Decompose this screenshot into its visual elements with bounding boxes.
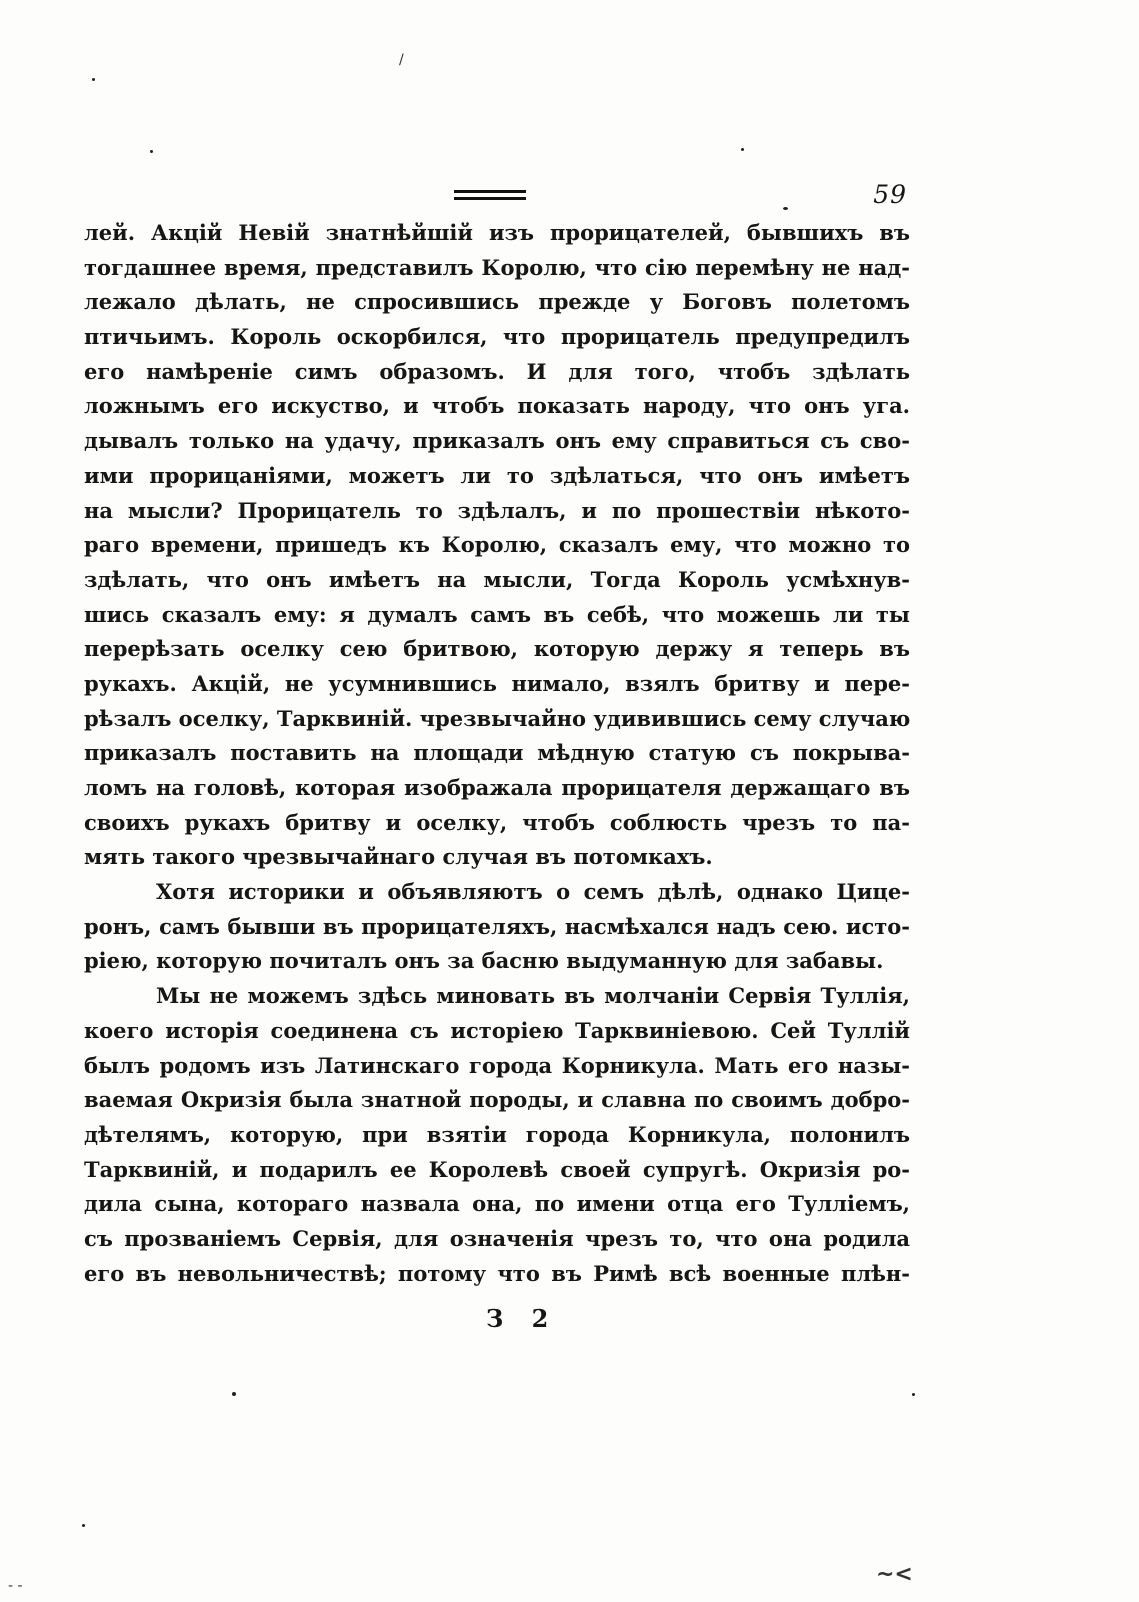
scan-mark: ~< [876, 1562, 913, 1587]
text-line: дила сына, котораго назвала она, по имени отца его Тулліемъ, [84, 1191, 910, 1217]
text-line: лежало дѣлать, не спросившись прежде у Боговъ полетомъ [84, 289, 910, 315]
scan-speck [912, 1393, 915, 1396]
text-line: дѣтелямъ, которую, при взятіи города Корникула, полонилъ [84, 1121, 910, 1147]
text-line: раго времени, пришедъ къ Королю, сказалъ ему, что можно то [84, 532, 910, 558]
text-line: Хотя историки и объявляютъ о семъ дѣлѣ, однако Цице- [156, 879, 910, 905]
text-line: коего исторія соединена съ исторіею Тарквиніевою. Сей Туллій [84, 1017, 910, 1043]
text-line: ломъ на головѣ, которая изображала прорицателя держащаго въ [84, 775, 910, 800]
text-line: мять такого чрезвычайнаго случая въ потомкахъ. [84, 844, 713, 870]
text-line: его намѣреніе симъ образомъ. И для того, чтобъ здѣлать [84, 358, 910, 384]
text-line: здѣлать, что онъ имѣетъ на мысли, Тогда Король усмѣхнув- [84, 566, 910, 592]
scan-mark: / [399, 52, 404, 68]
text-line: на мысли? Прорицатель то здѣлалъ, и по прошествіи нѣкото- [84, 497, 910, 523]
text-line: ронъ, самъ бывши въ прорицателяхъ, насмѣхался надъ сею. исто- [84, 913, 910, 939]
text-line: рукахъ. Акцій, не усумнившись нимало, взялъ бритву и пере- [84, 670, 910, 696]
text-line: приказалъ поставить на площади мѣдную статую съ покрыва- [84, 740, 910, 766]
text-line: Тарквиній, и подарилъ ее Королевѣ своей супругѣ. Окризія ро- [84, 1156, 910, 1182]
text-line: перерѣзать оселку сею бритвою, которую держу я теперь въ [84, 636, 910, 662]
text-line: птичьимъ. Король оскорбился, что прорицатель предупредилъ [84, 324, 910, 350]
text-line: ваемая Окризія была знатной породы, и славна по своимъ добро- [84, 1087, 910, 1113]
scan-speck [92, 78, 95, 81]
text-line: его въ невольничествѣ; потому что въ Римѣ всѣ военные плѣн- [84, 1260, 910, 1286]
text-line: лей. Акцій Невій знатнѣйшій изъ прорицателей, бывшихъ въ [84, 220, 910, 245]
scan-speck [741, 148, 744, 151]
text-line: ріею, которую почиталъ онъ за басню выдуманную для забавы. [84, 948, 884, 974]
text-line: съ прозваніемъ Сервія, для означенія чрезъ то, что она родила [84, 1225, 910, 1251]
text-line: своихъ рукахъ бритву и оселку, чтобъ соблюсть чрезъ то па- [84, 809, 910, 835]
text-line: ложнымъ его искуство, и чтобъ показать народу, что онъ уга. [84, 393, 910, 419]
header-ornament-rule [454, 190, 526, 204]
body-text [84, 216, 910, 1291]
page-number: 59 [873, 180, 907, 209]
scan-mark: - - [8, 1578, 23, 1594]
scan-speck [150, 150, 153, 153]
text-line: тогдашнее время, представилъ Королю, что сію перемѣну не над- [84, 254, 910, 280]
text-line: ими прорицаніями, можетъ ли то здѣлаться, что онъ имѣетъ [84, 462, 910, 488]
text-line: рѣзалъ оселку, Тарквиній. чрезвычайно удивившись сему случаю [84, 705, 910, 731]
printer-signature-mark: З 2 [486, 1304, 559, 1333]
scan-speck [82, 1524, 85, 1527]
scan-speck [783, 207, 788, 210]
text-line: шись сказалъ ему: я думалъ самъ въ себѣ, что можешь ли ты [84, 601, 910, 627]
text-line: дывалъ только на удачу, приказалъ онъ ему справиться съ сво- [84, 428, 910, 454]
scan-speck [232, 1392, 236, 1396]
text-line: былъ родомъ изъ Латинскаго города Корникула. Мать его назы- [84, 1052, 910, 1078]
text-line: Мы не можемъ здѣсь миновать въ молчаніи Сервія Туллія, [156, 983, 910, 1009]
